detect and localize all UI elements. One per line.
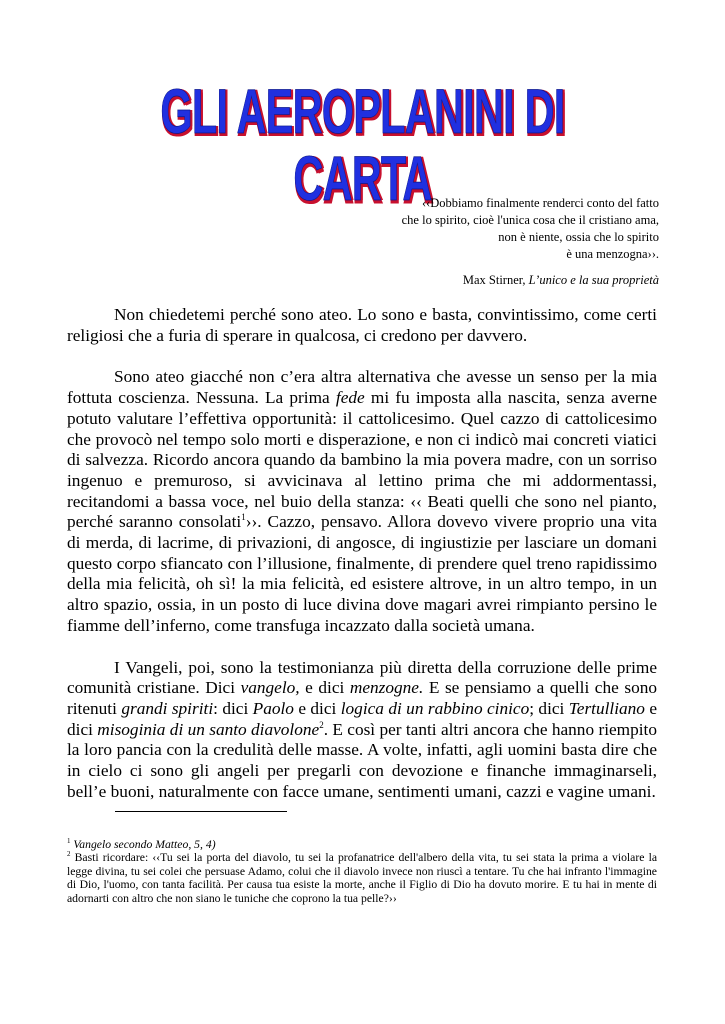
footnote-ref-1[interactable]: 1 <box>241 512 246 523</box>
text-run: ››. Cazzo, pensavo. Allora dovevo vivere proprio una vita di merda, di lacrime, di privazioni, di angosce, di ingiustizie per lasciare un domani questo corpo sfiancato con l’illusione, finalmente, di prendere quel treno rapidissimo della mia felicità, oh sì! la mia felicità, ed esistere altrove, in un altro tempo, in un altro spazio, ossia, in un posto di luce divina dove magari avrei rimpianto persino le fiamme dell’inferno, come transfuga incazzato dalla società umana. <box>67 512 658 635</box>
text-run: e dici <box>293 698 341 718</box>
footnote-text: Vangelo secondo Matteo, 5, 4) <box>73 838 216 851</box>
emphasis: vangelo, <box>240 678 300 698</box>
emphasis: logica di un rabbino cinico <box>340 698 530 718</box>
text-run: Sono ateo giacché non c’era altra alternativa che avesse un senso per la mia fottuta coscienza. Nessuna. La prima <box>67 367 657 408</box>
epigraph <box>299 195 659 289</box>
emphasis: menzogne. <box>349 678 424 698</box>
emphasis: misoginia di un santo diavolone <box>97 719 320 739</box>
footnotes <box>67 838 657 905</box>
text-run: e dici <box>67 698 658 739</box>
text-run: e dici <box>299 678 350 698</box>
footnote-separator <box>115 811 287 812</box>
footnote-number: 2 <box>67 850 71 859</box>
text-run: I Vangeli, poi, sono la testimonianza più diretta della corruzione delle prime comunità cristiane. Dici <box>67 657 657 698</box>
footnote-number: 1 <box>67 837 71 846</box>
epigraph-source <box>299 272 659 289</box>
text-run: . E così per tanti altri ancora che hanno riempito la loro pancia con la credulità delle masse. A volte, infatti, agli uomini basta dire che in cielo ci sono gli angeli per pregarli con devozione e finanche immaginarseli, bell’e buoni, naturalmente con facce umane, sentimenti umani, cazzi e vagine umani. <box>67 719 657 801</box>
text-run: mi fu imposta alla nascita, senza averne potuto valutare l’effettiva opportunità: il cattolicesimo. Quel cazzo di cattolicesimo che provocò nel tempo solo morti e disperazione, e non ci indicò mai concreti viatici di salvezza. Ricordo ancora quando da bambino la mia povera madre, con un sorriso ingenuo e premuroso, si avvicinava al lettino prima che mi addormentassi, recitandomi a bassa voce, nel buio della stanza: ‹‹ Beati quelli che sono nel pianto, perché saranno consolati <box>67 388 657 532</box>
epigraph-line: che lo spirito, cioè l'unica cosa che il cristiano ama, <box>401 213 659 227</box>
emphasis: grandi spiriti <box>121 698 214 718</box>
epigraph-author: Max Stirner, <box>462 273 529 287</box>
text-run: : dici <box>213 698 253 718</box>
body-text <box>67 305 657 823</box>
text-run: E se pensiamo a quelli che sono ritenuti <box>67 678 657 718</box>
footnote-text: Basti ricordare: ‹‹Tu sei la porta del diavolo, tu sei la profanatrice dell'albero della vita, tu sei stata la prima a violare la legge divina, tu sei colei che persuase Adamo, colui che il diavolo invece non riuscì a tentare. Tu che hai infranto l'immagine di Dio, l'uomo, con tanta facilità. Per causa tua esiste la morte, anche il Figlio di Dio ha dovuto morire. E tu hai in mente di adornarti con altro che non siano le tuniche che coprono la tua pelle?›› <box>67 851 658 905</box>
emphasis: Paolo <box>252 698 294 718</box>
footnote-2 <box>67 851 657 905</box>
emphasis: fede <box>335 388 365 408</box>
epigraph-line: è una menzogna››. <box>566 247 659 261</box>
footnote-1 <box>67 838 657 851</box>
paragraph-2 <box>67 367 657 636</box>
footnote-ref-2[interactable]: 2 <box>319 719 324 730</box>
emphasis: Tertulliano <box>568 698 645 718</box>
paragraph-3 <box>67 658 657 803</box>
document-title: GLI AEROPLANINI DI CARTA <box>160 75 565 214</box>
epigraph-quote <box>299 195 659 263</box>
epigraph-work: L’unico e la sua proprietà <box>528 273 659 287</box>
epigraph-line: non è niente, ossia che lo spirito <box>498 230 659 244</box>
paragraph-1: Non chiedetemi perché sono ateo. Lo sono e basta, convintissimo, come certi religiosi che a furia di sperare in qualcosa, ci credono per davvero. <box>67 305 657 345</box>
epigraph-line: ‹‹Dobbiamo finalmente renderci conto del fatto <box>421 196 659 210</box>
text-run: ; dici <box>529 698 569 718</box>
